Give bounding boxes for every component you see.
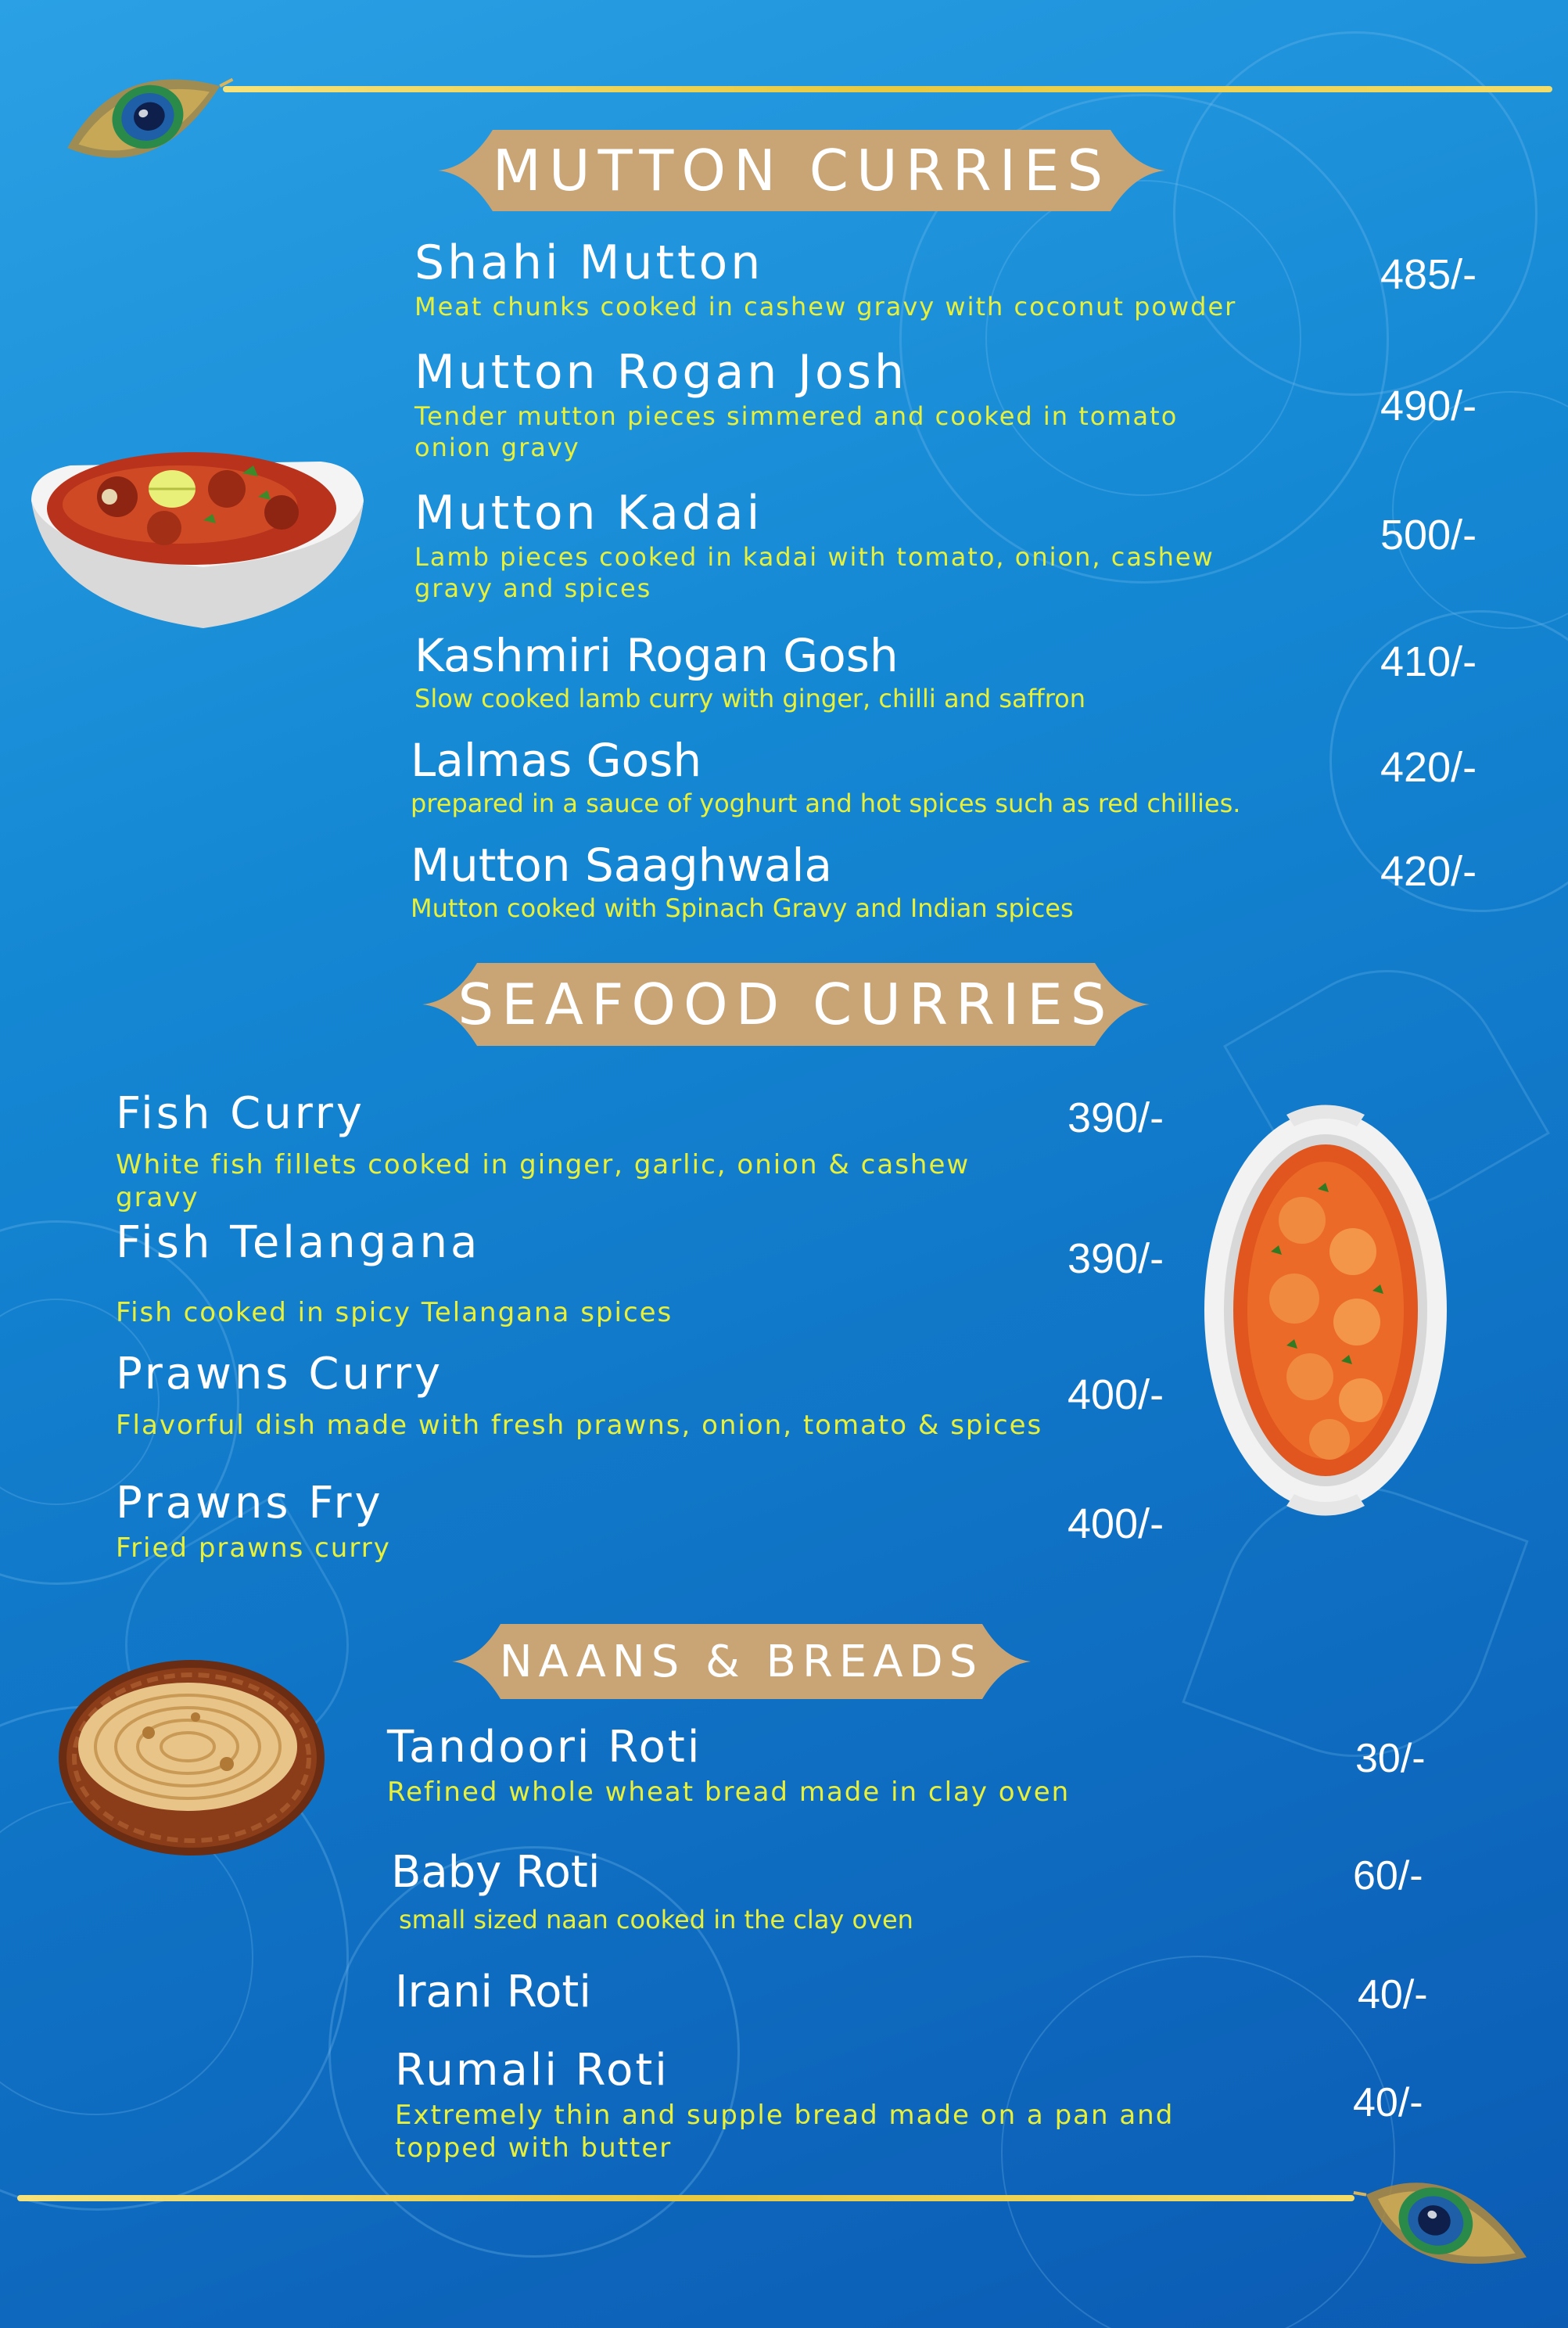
section-title: MUTTON CURRIES — [492, 138, 1111, 203]
item-price: 390/- — [1067, 1235, 1164, 1282]
mutton-curry-bowl-image — [23, 426, 368, 634]
item-name: Mutton Kadai — [414, 486, 763, 541]
item-description: prepared in a sauce of yoghurt and hot spices such as red chillies. — [411, 788, 1241, 818]
menu-item — [116, 1088, 1054, 1215]
item-name: Irani Roti — [395, 1967, 591, 2017]
peacock-feather-top-icon — [31, 39, 242, 203]
item-name: Prawns Fry — [116, 1478, 384, 1529]
item-description: small sized naan cooked in the clay oven — [399, 1904, 913, 1935]
item-price: 60/- — [1353, 1853, 1423, 1899]
item-description: Refined whole wheat bread made in clay oven — [387, 1776, 1071, 1808]
item-price: 490/- — [1380, 383, 1477, 429]
mutton-section-banner — [438, 124, 1165, 217]
item-name: Shahi Mutton — [414, 235, 764, 290]
item-description: Flavorful dish made with fresh prawns, onion, tomato & spices — [116, 1409, 1043, 1441]
item-description: Slow cooked lamb curry with ginger, chilli and saffron — [414, 683, 1085, 713]
menu-item — [414, 486, 1236, 604]
item-price: 30/- — [1355, 1736, 1426, 1781]
item-name: Mutton Saaghwala — [411, 839, 833, 892]
item-description: Tender mutton pieces simmered and cooked in tomato onion gravy — [414, 401, 1179, 462]
menu-item — [116, 1349, 1054, 1442]
item-name: Lalmas Gosh — [411, 734, 702, 787]
item-name: Prawns Curry — [116, 1349, 444, 1399]
item-price: 420/- — [1380, 744, 1477, 791]
section-title: SEAFOOD CURRIES — [457, 972, 1114, 1037]
item-name: Mutton Rogan Josh — [414, 345, 908, 400]
item-price: 400/- — [1067, 1500, 1164, 1547]
menu-item — [414, 345, 1236, 463]
item-description: White fish fillets cooked in ginger, garlic, onion & cashew gravy — [116, 1148, 971, 1214]
menu-item — [116, 1478, 1054, 1565]
menu-item — [411, 839, 1349, 924]
item-name: Rumali Roti — [395, 2045, 669, 2096]
item-description: Lamb pieces cooked in kadai with tomato, onion, cashew gravy and spices — [414, 542, 1215, 603]
breads-section-banner — [452, 1619, 1031, 1704]
menu-item — [414, 629, 1314, 714]
item-name: Fish Curry — [116, 1088, 365, 1139]
item-price: 40/- — [1358, 1972, 1428, 2017]
item-price: 400/- — [1067, 1371, 1164, 1418]
item-price: 485/- — [1380, 251, 1477, 298]
item-price: 420/- — [1380, 848, 1477, 895]
item-name: Tandoori Roti — [387, 1722, 702, 1773]
item-price: 40/- — [1353, 2080, 1423, 2125]
item-description: Fish cooked in spicy Telangana spices — [116, 1296, 673, 1328]
item-price: 410/- — [1380, 638, 1477, 685]
prawn-curry-dish-image — [1200, 1095, 1451, 1525]
item-name: Kashmiri Rogan Gosh — [414, 629, 899, 682]
item-price: 500/- — [1380, 512, 1477, 559]
menu-item — [395, 2045, 1286, 2165]
paratha-basket-image — [55, 1654, 328, 1862]
peacock-feather-bottom-icon — [1345, 2136, 1556, 2315]
seafood-section-banner — [422, 958, 1150, 1051]
menu-item — [116, 1217, 1054, 1329]
item-description: Extremely thin and supple bread made on a pan and topped with butter — [395, 2099, 1175, 2165]
menu-item — [387, 1722, 1326, 1809]
section-title: NAANS & BREADS — [499, 1636, 984, 1687]
item-description: Mutton cooked with Spinach Gravy and Indian spices — [411, 893, 1074, 923]
item-description: Meat chunks cooked in cashew gravy with coconut powder — [414, 292, 1237, 322]
top-gold-line — [223, 86, 1552, 92]
menu-item — [395, 1967, 1333, 2017]
bottom-gold-line — [17, 2195, 1355, 2201]
menu-item — [411, 734, 1349, 819]
item-description: Fried prawns curry — [116, 1532, 391, 1564]
menu-item — [414, 235, 1314, 322]
item-name: Baby Roti — [391, 1847, 601, 1898]
menu-item — [391, 1847, 1329, 1935]
item-name: Fish Telangana — [116, 1217, 481, 1268]
item-price: 390/- — [1067, 1094, 1164, 1141]
